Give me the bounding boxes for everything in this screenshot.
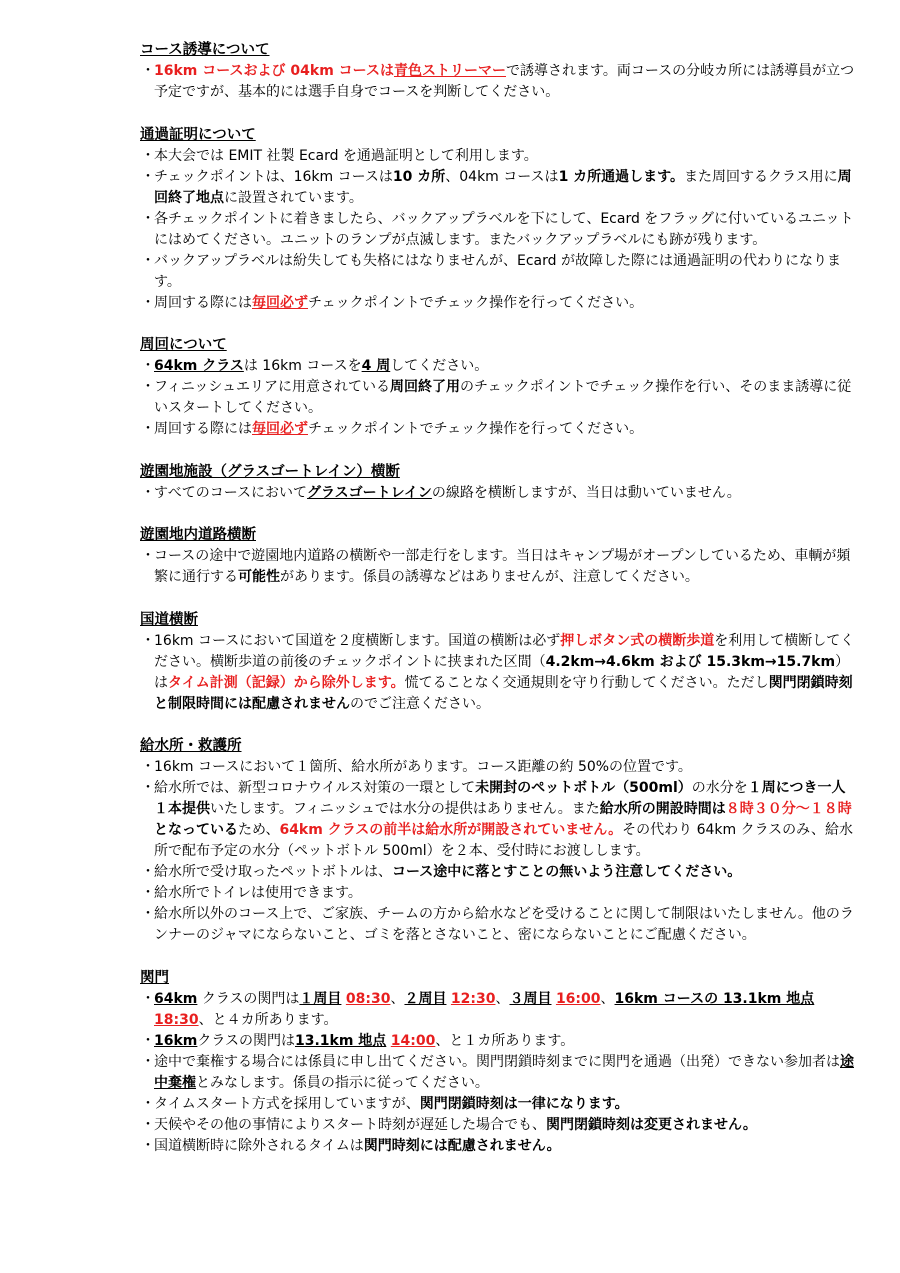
- bullet-marker: ・: [141, 864, 155, 880]
- text-segment: また周回するクラス用に: [684, 168, 838, 185]
- bullet-marker: ・: [141, 294, 155, 311]
- text-segment: 可能性: [238, 569, 280, 585]
- text-segment: 未開封のペットボトル（500ml）: [475, 780, 692, 796]
- section-heading: コース誘導について: [140, 42, 270, 58]
- document-page: [140, 40, 855, 1178]
- text-segment: チェックポイントでチェック操作を行ってください。: [308, 294, 644, 311]
- text-segment: を利用して横断してください。横断歩道の前後のチェックポイントに挟まれた区間（: [154, 632, 855, 670]
- bullet-marker: ・: [141, 1095, 155, 1112]
- bullet-item: [140, 1115, 855, 1136]
- bullet-item: [140, 293, 855, 314]
- bullet-marker: ・: [141, 1032, 155, 1049]
- section-heading: 関門: [140, 969, 169, 986]
- text-segment: 途中で棄権する場合には係員に申し出てください。関門閉鎖時刻までに関門を通過（出発）できない参加者は: [154, 1053, 840, 1070]
- bullet-marker: ・: [141, 548, 155, 564]
- bullet-marker: ・: [141, 210, 155, 227]
- bullet-marker: ・: [141, 1137, 155, 1154]
- text-segment: 、: [390, 990, 405, 1007]
- text-segment: １周につき一人１本提供: [154, 780, 846, 817]
- text-segment: チェックポイントでチェック操作を行ってください。: [308, 421, 644, 437]
- text-segment: 、04km コースは: [445, 168, 559, 185]
- text-segment: 1 カ所通過します。: [558, 168, 685, 185]
- text-segment: 、と１カ所あります。: [435, 1032, 575, 1049]
- bullet-item: [140, 1136, 855, 1157]
- bullet-item: [140, 61, 855, 103]
- text-segment: は 16km コースを: [243, 358, 362, 374]
- text-segment: チェックポイントは、16km コースは: [154, 168, 393, 185]
- text-segment: クラスの関門は: [197, 1032, 295, 1049]
- bullet-marker: ・: [141, 168, 155, 185]
- bullet-marker: ・: [141, 990, 155, 1007]
- text-segment: のチェックポイントでチェック操作を行い、そのまま誘導に従いスタートしてください。: [154, 379, 852, 416]
- text-segment: いたします。フィニッシュでは水分の提供はありません。また: [210, 801, 600, 817]
- bullet-marker: ・: [141, 358, 155, 374]
- text-segment: コースの途中で遊園地内道路の横断や一部走行をします。当日はキャンプ場がオープンしているため、車輌が頻繁に通行する: [154, 548, 851, 585]
- text-segment: ため、: [238, 822, 280, 838]
- text-segment: 押しボタン式の横断歩道: [560, 632, 715, 649]
- text-segment: 給水所以外のコース上で、ご家族、チームの方から給水などを受けることに関して制限はいたしません。他のランナーのジャマにならないこと、ゴミを落とさないこと、密にならないことにご配慮ください。: [154, 906, 854, 943]
- text-segment: 16km: [154, 1032, 198, 1049]
- text-segment: 関門閉鎖時刻は一律になります。: [419, 1095, 629, 1112]
- bullet-item: [140, 778, 855, 862]
- text-segment: 周回する際には: [154, 421, 252, 437]
- text-segment: ８時３０分～１８時: [725, 801, 852, 817]
- text-segment: の水分を: [691, 780, 748, 796]
- text-segment: 18:30: [154, 1011, 199, 1028]
- bullet-marker: ・: [141, 1053, 155, 1070]
- text-segment: ）は: [154, 653, 850, 691]
- text-segment: 慌てることなく交通規則を守り行動してください。ただし: [404, 674, 769, 691]
- text-segment: クラスの関門は: [197, 990, 300, 1007]
- bullet-item: [140, 862, 855, 883]
- text-segment: タイム計測（記録）から除外します。: [168, 674, 405, 691]
- section: [140, 462, 855, 504]
- bullet-item: [140, 1052, 855, 1094]
- section: [140, 125, 855, 314]
- bullet-marker: ・: [141, 252, 155, 269]
- bullet-item: [140, 546, 855, 588]
- text-segment: 天候やその他の事情によりスタート時刻が遅延した場合でも、: [154, 1116, 546, 1133]
- text-segment: となっている: [154, 822, 238, 838]
- section-heading: 通過証明について: [140, 126, 256, 143]
- section: [140, 525, 855, 588]
- bullet-item: [140, 757, 855, 778]
- text-segment: フィニッシュエリアに用意されている: [154, 379, 391, 395]
- bullet-marker: ・: [141, 632, 155, 649]
- text-segment: 4 周: [361, 358, 391, 374]
- text-segment: 16:00: [555, 990, 601, 1007]
- text-segment: の線路を横断しますが、当日は動いていません。: [431, 484, 741, 501]
- text-segment: 給水所では、新型コロナウイルス対策の一環として: [154, 780, 476, 796]
- section: [140, 736, 855, 946]
- text-segment: 本大会では EMIT 社製 Ecard を通過証明として利用します。: [154, 147, 538, 164]
- text-segment: 64km クラス: [154, 358, 244, 374]
- section-heading: 周回について: [140, 337, 227, 353]
- text-segment: 途中棄権: [154, 1053, 854, 1091]
- text-segment: 給水所でトイレは使用できます。: [154, 885, 362, 901]
- section: [140, 40, 855, 103]
- text-segment: があります。係員の誘導などはありませんが、注意してください。: [280, 569, 699, 585]
- text-segment: で誘導されます。両コースの分岐カ所には誘導員が立つ予定ですが、基本的には選手自身でコースを判断してください。: [154, 63, 855, 100]
- text-segment: 毎回必ず: [252, 294, 308, 311]
- text-segment: 給水所の開設時間は: [599, 801, 726, 817]
- section-heading: 給水所・救護所: [140, 738, 242, 754]
- text-segment: 毎回必ず: [252, 421, 308, 437]
- bullet-item: [140, 483, 855, 504]
- bullet-item: [140, 1094, 855, 1115]
- text-segment: 、: [495, 990, 510, 1007]
- text-segment: 、と４カ所あります。: [198, 1011, 338, 1028]
- text-segment: ２周目: [404, 990, 447, 1007]
- text-segment: 16km コースにおいて１箇所、給水所があります。コース距離の約 50%の位置です。: [154, 759, 692, 775]
- text-segment: 12:30: [450, 990, 496, 1007]
- text-segment: 16km コースおよび 04km コースは: [154, 63, 394, 79]
- text-segment: 給水所で受け取ったペットボトルは、: [154, 864, 392, 880]
- bullet-marker: ・: [141, 759, 155, 775]
- text-segment: 周回終了用: [390, 379, 461, 395]
- bullet-item: [140, 419, 855, 440]
- section: [140, 968, 855, 1157]
- bullet-marker: ・: [141, 484, 155, 501]
- text-segment: その代わり 64km クラスのみ、給水所で配布予定の水分（ペットボトル 500ml）を２本、受付時にお渡しします。: [154, 822, 854, 859]
- text-segment: 64km クラスの前半は給水所が開設されていません。: [279, 822, 623, 838]
- text-segment: に設置されています。: [224, 189, 363, 206]
- text-segment: 10 カ所: [392, 168, 446, 185]
- text-segment: タイムスタート方式を採用していますが、: [154, 1095, 420, 1112]
- text-segment: グラスゴートレイン: [307, 484, 432, 501]
- bullet-item: [140, 904, 855, 946]
- text-segment: 16km コースの 13.1km 地点: [614, 990, 815, 1007]
- section: [140, 610, 855, 715]
- text-segment: 13.1km 地点: [294, 1032, 387, 1049]
- text-segment: すべてのコースにおいて: [154, 484, 308, 501]
- bullet-marker: ・: [141, 1116, 155, 1133]
- bullet-item: [140, 209, 855, 251]
- text-segment: ３周目: [509, 990, 552, 1007]
- text-segment: 、: [600, 990, 615, 1007]
- text-segment: 関門時刻には配慮されません。: [363, 1137, 561, 1154]
- bullet-item: [140, 356, 855, 377]
- bullet-item: [140, 251, 855, 293]
- bullet-marker: ・: [141, 780, 155, 796]
- text-segment: コース途中に落とすことの無いよう注意してください。: [392, 864, 742, 880]
- bullet-marker: ・: [141, 63, 155, 79]
- text-segment: のでご注意ください。: [350, 695, 490, 712]
- bullet-marker: ・: [141, 379, 155, 395]
- bullet-item: [140, 167, 855, 209]
- text-segment: バックアップラベルは紛失しても失格にはなりませんが、Ecard が故障した際には通過証明の代わりになります。: [154, 252, 841, 290]
- text-segment: 4.2km→4.6km および 15.3km→15.7km: [545, 653, 836, 670]
- text-segment: 周回終了地点: [154, 168, 852, 206]
- section: [140, 335, 855, 440]
- section-heading: 遊園地内道路横断: [140, 527, 256, 543]
- text-segment: とみなします。係員の指示に従ってください。: [196, 1074, 489, 1091]
- text-segment: してください。: [390, 358, 489, 374]
- text-segment: 16km コースにおいて国道を２度横断します。国道の横断は必ず: [154, 632, 561, 649]
- bullet-item: [140, 883, 855, 904]
- text-segment: 各チェックポイントに着きましたら、バックアップラベルを下にして、Ecard をフラッグに付いているユニットにはめてください。ユニットのランプが点滅します。またバックアップラベルにも跡が残ります。: [154, 210, 854, 248]
- text-segment: 関門閉鎖時刻と制限時間には配慮されません: [154, 674, 853, 712]
- bullet-item: [140, 146, 855, 167]
- text-segment: 14:00: [390, 1032, 436, 1049]
- bullet-item: [140, 377, 855, 419]
- text-segment: 周回する際には: [154, 294, 252, 311]
- bullet-marker: ・: [141, 147, 155, 164]
- text-segment: １周目: [299, 990, 342, 1007]
- section-heading: 国道横断: [140, 611, 198, 628]
- text-segment: 国道横断時に除外されるタイムは: [154, 1137, 364, 1154]
- bullet-item: [140, 1031, 855, 1052]
- text-segment: 青色ストリーマー: [393, 63, 506, 79]
- bullet-marker: ・: [141, 421, 155, 437]
- bullet-item: [140, 631, 855, 715]
- bullet-marker: ・: [141, 885, 155, 901]
- bullet-marker: ・: [141, 906, 155, 922]
- text-segment: 08:30: [345, 990, 391, 1007]
- text-segment: 関門閉鎖時刻は変更されません。: [546, 1116, 757, 1133]
- text-segment: 64km: [154, 990, 198, 1007]
- bullet-item: [140, 989, 855, 1031]
- section-heading: 遊園地施設（グラスゴートレイン）横断: [140, 463, 400, 480]
